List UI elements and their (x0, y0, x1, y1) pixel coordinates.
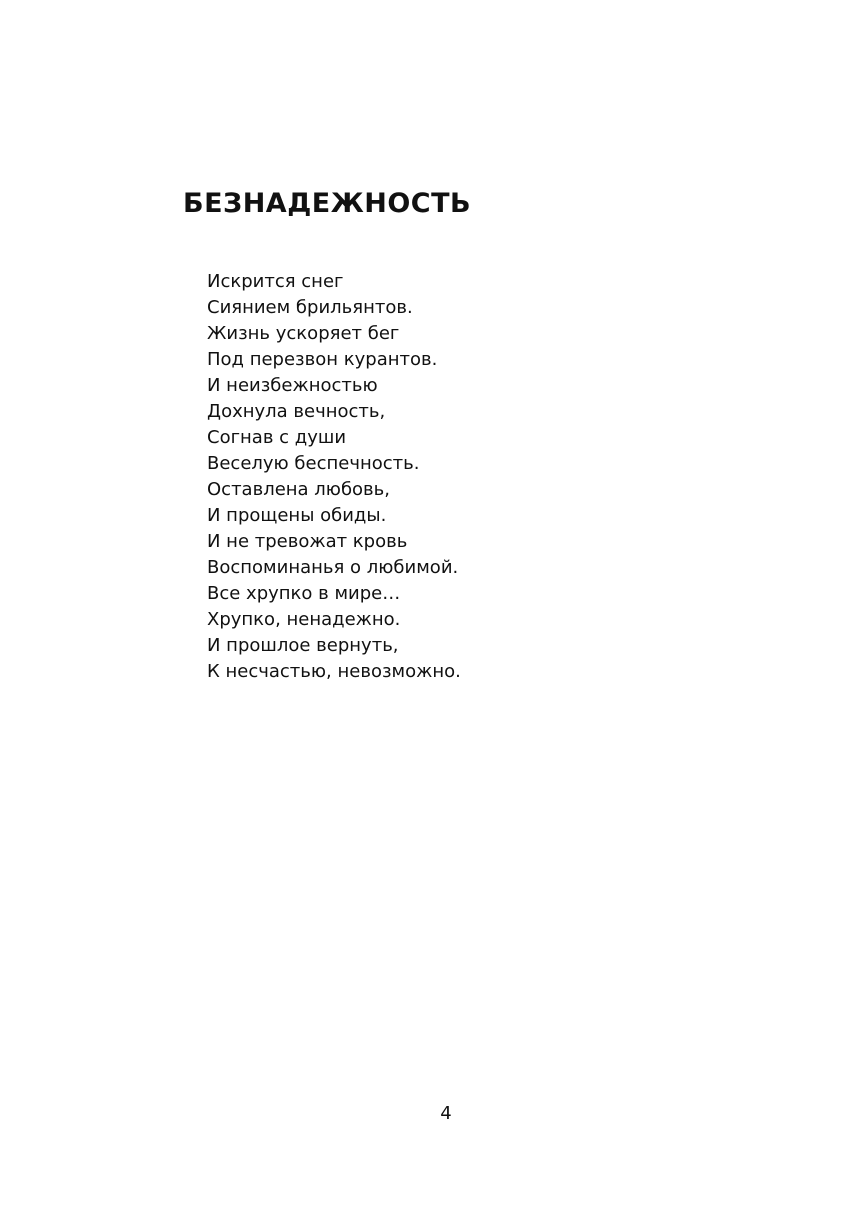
poem-line: Сиянием брильянтов. (207, 297, 413, 318)
poem-line: Дохнула вечность, (207, 401, 386, 422)
poem-line: Искрится снег (207, 271, 344, 292)
poem-line: Под перезвон курантов. (207, 349, 438, 370)
poem-line: И не тревожат кровь (207, 531, 408, 552)
page-number: 4 (440, 1103, 452, 1124)
poem-line: И прощены обиды. (207, 505, 387, 526)
poem-line: Жизнь ускоряет бег (207, 323, 400, 344)
poem-line: Веселую беспечность. (207, 453, 420, 474)
poem-line: Оставлена любовь, (207, 479, 390, 500)
poem-line: Согнав с души (207, 427, 347, 448)
poem-line: Все хрупко в мире… (207, 583, 401, 604)
poem-stanza (207, 269, 461, 685)
poem-line: И прошлое вернуть, (207, 635, 399, 656)
poem-line: К несчастью, невозможно. (207, 661, 461, 682)
poem-line: Воспоминанья о любимой. (207, 557, 459, 578)
poem-line: И неизбежностью (207, 375, 378, 396)
poem-title: БЕЗНАДЕЖНОСТЬ (183, 188, 472, 219)
poem-line: Хрупко, ненадежно. (207, 609, 401, 630)
